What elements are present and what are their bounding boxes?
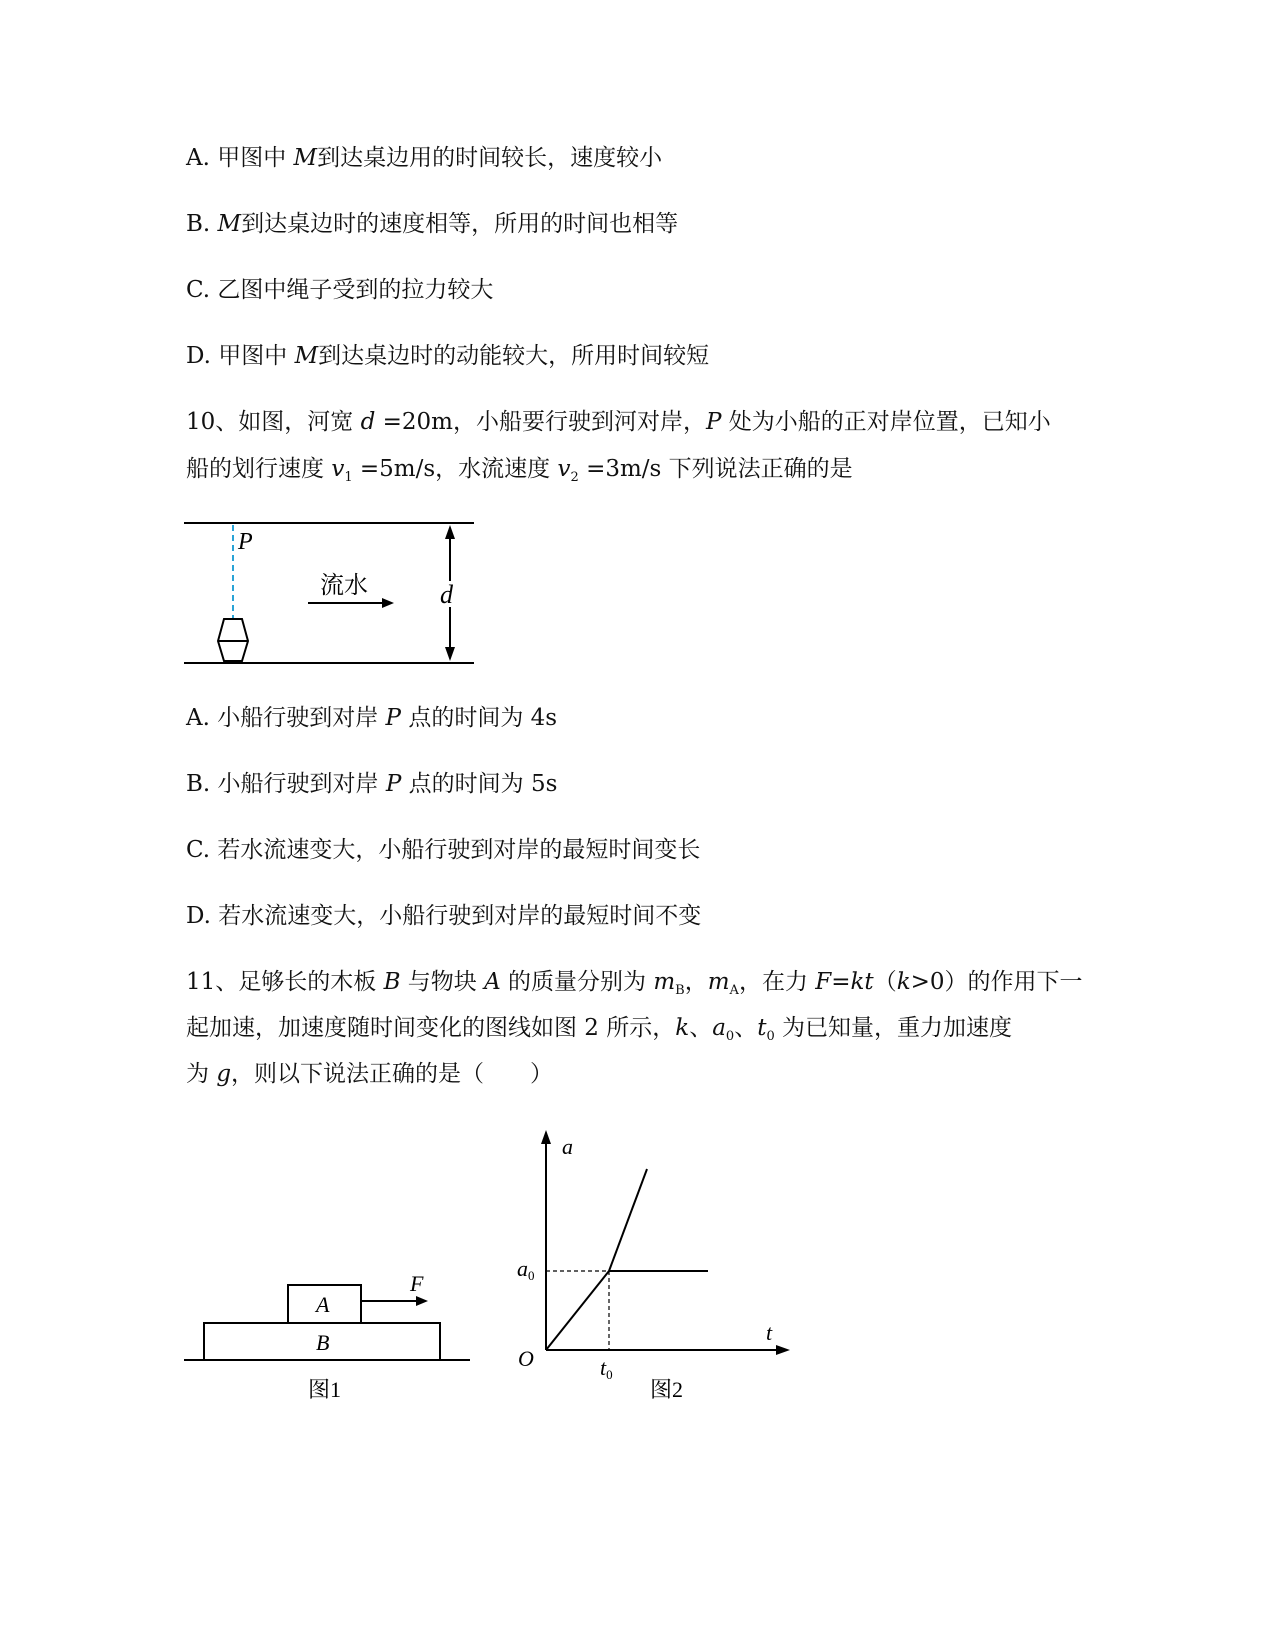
q9-option-d: D. 甲图中 M到达桌边时的动能较大，所用时间较短 xyxy=(186,343,710,369)
q9-option-a: A. 甲图中 M到达桌边用的时间较长，速度较小 xyxy=(186,145,663,171)
figure-2-graph xyxy=(510,1120,810,1410)
flow-label: 流水 xyxy=(320,573,368,599)
figure-1-blocks xyxy=(180,1265,480,1410)
width-d-label: d xyxy=(440,580,453,609)
x-axis-label: t xyxy=(766,1320,773,1345)
var-m: M xyxy=(217,211,242,237)
river-figure xyxy=(180,515,480,675)
q11-stem-line2: 起加速，加速度随时间变化的图线如图 2 所示，k、$a_0$、$t_0$ 为已知量，重力加速度 xyxy=(186,1015,1013,1044)
figure-2-caption: 图2 xyxy=(650,1377,684,1402)
y-axis-label: a xyxy=(562,1134,573,1159)
q9-option-c: C. 乙图中绳子受到的拉力较大 xyxy=(186,277,494,303)
graph-a-a-line xyxy=(609,1169,647,1271)
point-p-label: P xyxy=(238,529,253,555)
q11-stem-line1: 11、足够长的木板 B 与物块 A 的质量分别为 $m_B$，$m_A$，在力 F=kt（k>0）的作用下一 xyxy=(186,969,1083,998)
q10-option-a: A. 小船行驶到对岸 P 点的时间为 4s xyxy=(186,705,558,731)
q9-option-b: B. M到达桌边时的速度相等，所用的时间也相等 xyxy=(186,211,679,237)
var-m: M xyxy=(294,343,319,369)
q10-stem-line2: 船的划行速度 $v_1 =5m/s$，水流速度 $v_2 =3m/s$ 下列说法正确的是 xyxy=(186,456,853,485)
q11-stem-line3: 为 g，则以下说法正确的是（ ） xyxy=(186,1061,554,1087)
graph-initial-segment xyxy=(546,1271,609,1350)
var-m: M xyxy=(293,145,318,171)
force-f-label: F xyxy=(410,1271,424,1296)
figure-1-caption: 图1 xyxy=(308,1377,342,1402)
block-a-label: A xyxy=(316,1292,330,1317)
q10-stem-line1: 10、如图，河宽 d =20m，小船要行驶到河对岸，P 处为小船的正对岸位置，已知小 xyxy=(186,409,1051,435)
board-b-label: B xyxy=(316,1330,330,1355)
t0-label: t0 xyxy=(600,1355,613,1382)
q10-option-b: B. 小船行驶到对岸 P 点的时间为 5s xyxy=(186,771,558,797)
a0-label: a0 xyxy=(517,1256,535,1283)
q10-option-d: D. 若水流速变大，小船行驶到对岸的最短时间不变 xyxy=(186,903,702,929)
origin-label: O xyxy=(518,1346,534,1371)
q10-option-c: C. 若水流速变大，小船行驶到对岸的最短时间变长 xyxy=(186,837,701,863)
